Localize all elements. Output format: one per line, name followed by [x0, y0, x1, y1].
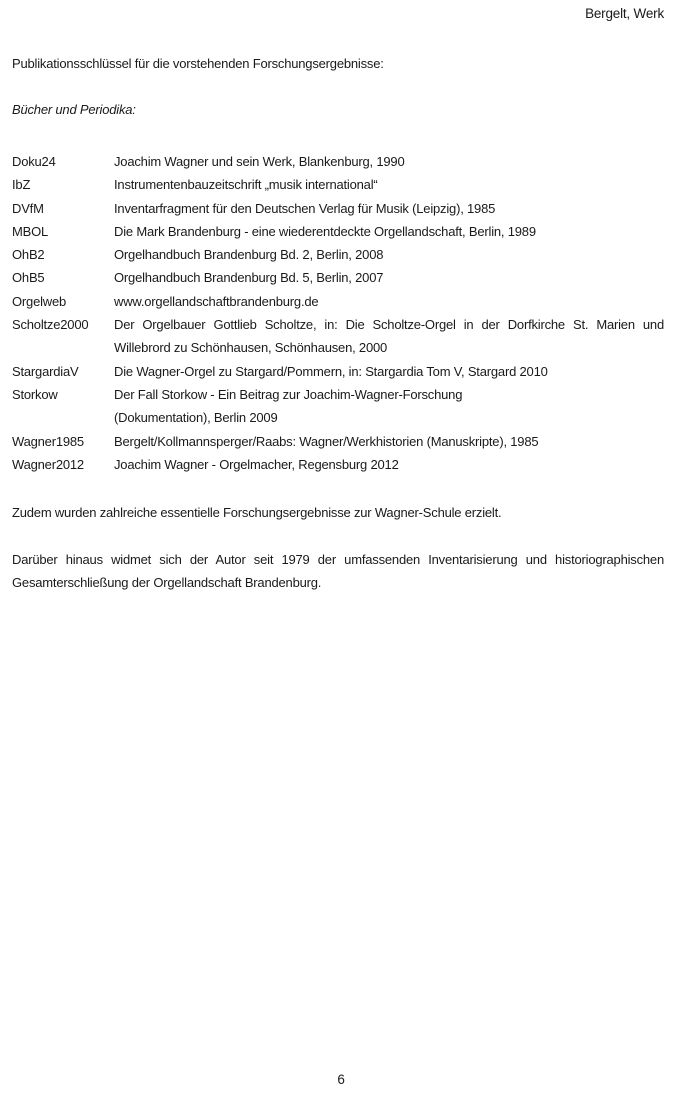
list-item: [12, 313, 664, 360]
page-number: 6: [337, 1072, 345, 1087]
entry-key: Storkow: [12, 386, 58, 402]
entry-value: Inventarfragment für den Deutschen Verlag für Musik (Leipzig), 1985: [114, 200, 496, 216]
entry-value: [114, 383, 664, 430]
entry-key: StargardiaV: [12, 363, 79, 379]
list-item: [12, 173, 664, 196]
entry-value: Joachim Wagner und sein Werk, Blankenburg, 1990: [114, 154, 405, 169]
entry-value: Die Wagner-Orgel zu Stargard/Pommern, in: Stargardia Tom V, Stargard 2010: [114, 363, 548, 379]
entry-key: Scholtze2000: [12, 317, 89, 333]
list-item: [12, 243, 664, 266]
publication-key-list: [12, 150, 664, 476]
list-item: [12, 453, 664, 476]
entry-value-line1: Der Fall Storkow - Ein Beitrag zur Joachim-Wagner-Forschung: [114, 386, 463, 402]
entry-key: OhB5: [12, 270, 45, 286]
entry-key: Wagner2012: [12, 456, 84, 472]
list-item: [12, 290, 664, 313]
list-item: [12, 266, 664, 289]
entry-value: Orgelhandbuch Brandenburg Bd. 5, Berlin, 2007: [114, 270, 384, 286]
entry-value: Bergelt/Kollmannsperger/Raabs: Wagner/Werkhistorien (Manuskripte), 1985: [114, 433, 539, 449]
section-title: Bücher und Periodika:: [12, 102, 136, 117]
list-item: [12, 150, 664, 173]
entry-key: OhB2: [12, 247, 45, 263]
list-item: [12, 220, 664, 243]
entry-value-line2: (Dokumentation), Berlin 2009: [114, 410, 278, 426]
entry-key: DVfM: [12, 200, 44, 216]
entry-value: Joachim Wagner - Orgelmacher, Regensburg 2012: [114, 456, 399, 472]
running-header: Bergelt, Werk: [585, 6, 664, 21]
paragraph-author-inventory: Darüber hinaus widmet sich der Autor seit 1979 der umfassenden Inventarisierung und historiographischen Gesamterschließung der Orgellandschaft Brandenburg.: [12, 552, 664, 591]
entry-key: Wagner1985: [12, 433, 84, 449]
entry-value: Orgelhandbuch Brandenburg Bd. 2, Berlin, 2008: [114, 247, 384, 263]
list-item: [12, 383, 664, 430]
entry-value: Die Mark Brandenburg - eine wiederentdeckte Orgellandschaft, Berlin, 1989: [114, 223, 536, 239]
entry-key: IbZ: [12, 177, 31, 193]
entry-key: Orgelweb: [12, 293, 67, 309]
entry-value: Instrumentenbauzeitschrift „musik international“: [114, 177, 378, 193]
entry-key: Doku24: [12, 154, 56, 169]
list-item: [12, 430, 664, 453]
entry-value: Der Orgelbauer Gottlieb Scholtze, in: Die Scholtze-Orgel in der Dorfkirche St. Marien und Willebrord zu Schönhausen, Schönhausen, 2000: [114, 317, 664, 356]
intro-text: Publikationsschlüssel für die vorstehenden Forschungsergebnisse:: [12, 56, 384, 71]
paragraph-wagner-school: Zudem wurden zahlreiche essentielle Forschungsergebnisse zur Wagner-Schule erzielt.: [12, 505, 502, 520]
list-item: [12, 360, 664, 383]
list-item: [12, 197, 664, 220]
entry-value: www.orgellandschaftbrandenburg.de: [114, 293, 319, 309]
entry-key: MBOL: [12, 223, 49, 239]
